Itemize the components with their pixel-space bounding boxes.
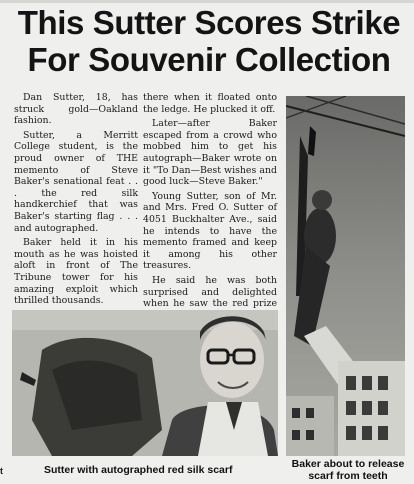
- caption-line-1: Baker about to release: [291, 458, 405, 470]
- photo-baker-tower-image: [286, 96, 405, 456]
- paragraph: Later—after Baker escaped from a crowd who mobbed him to get his autograph—Baker wrote on it "To Dan—Best wishes and good luck—Steve Baker.": [143, 118, 277, 188]
- paragraph: Young Sutter, son of Mr. and Mrs. Fred O. Sutter of 4051 Buckhalter Ave., said he intends to have the memento framed and keep it among his other treasures.: [143, 190, 277, 272]
- photo-caption-left: Sutter with autographed red silk scarf: [44, 464, 233, 476]
- photo-caption-right: [284, 458, 412, 482]
- paragraph: there when it floated onto the ledge. He plucked it off.: [143, 92, 277, 115]
- paragraph: Sutter, a Merritt College student, is the proud owner of THE memento of Steve Baker's senational feat . . . the red silk handkerchief that was Baker's starting flag . . . and autographed.: [14, 129, 138, 234]
- headline: [8, 4, 410, 78]
- photo-sutter-scarf-image: [12, 310, 278, 456]
- photo-baker-tower: [286, 96, 405, 456]
- photo-sutter-scarf: [12, 310, 278, 456]
- headline-line-1: This Sutter Scores Strike: [17, 4, 401, 41]
- paragraph: Dan Sutter, 18, has struck gold—Oakland fashion.: [14, 92, 138, 127]
- edge-glyph: t: [0, 466, 3, 476]
- paragraph: Baker held it in his mouth as he was hoisted aloft in front of The Tribune tower for his amazing exploit which thrilled thousands.: [14, 237, 138, 307]
- caption-line-2: scarf from teeth: [308, 470, 388, 482]
- headline-line-2: For Souvenir Collection: [27, 41, 391, 78]
- top-rule: [0, 0, 414, 3]
- paragraph: He said he was both surprised and delighted when he saw the red prize: [143, 274, 277, 310]
